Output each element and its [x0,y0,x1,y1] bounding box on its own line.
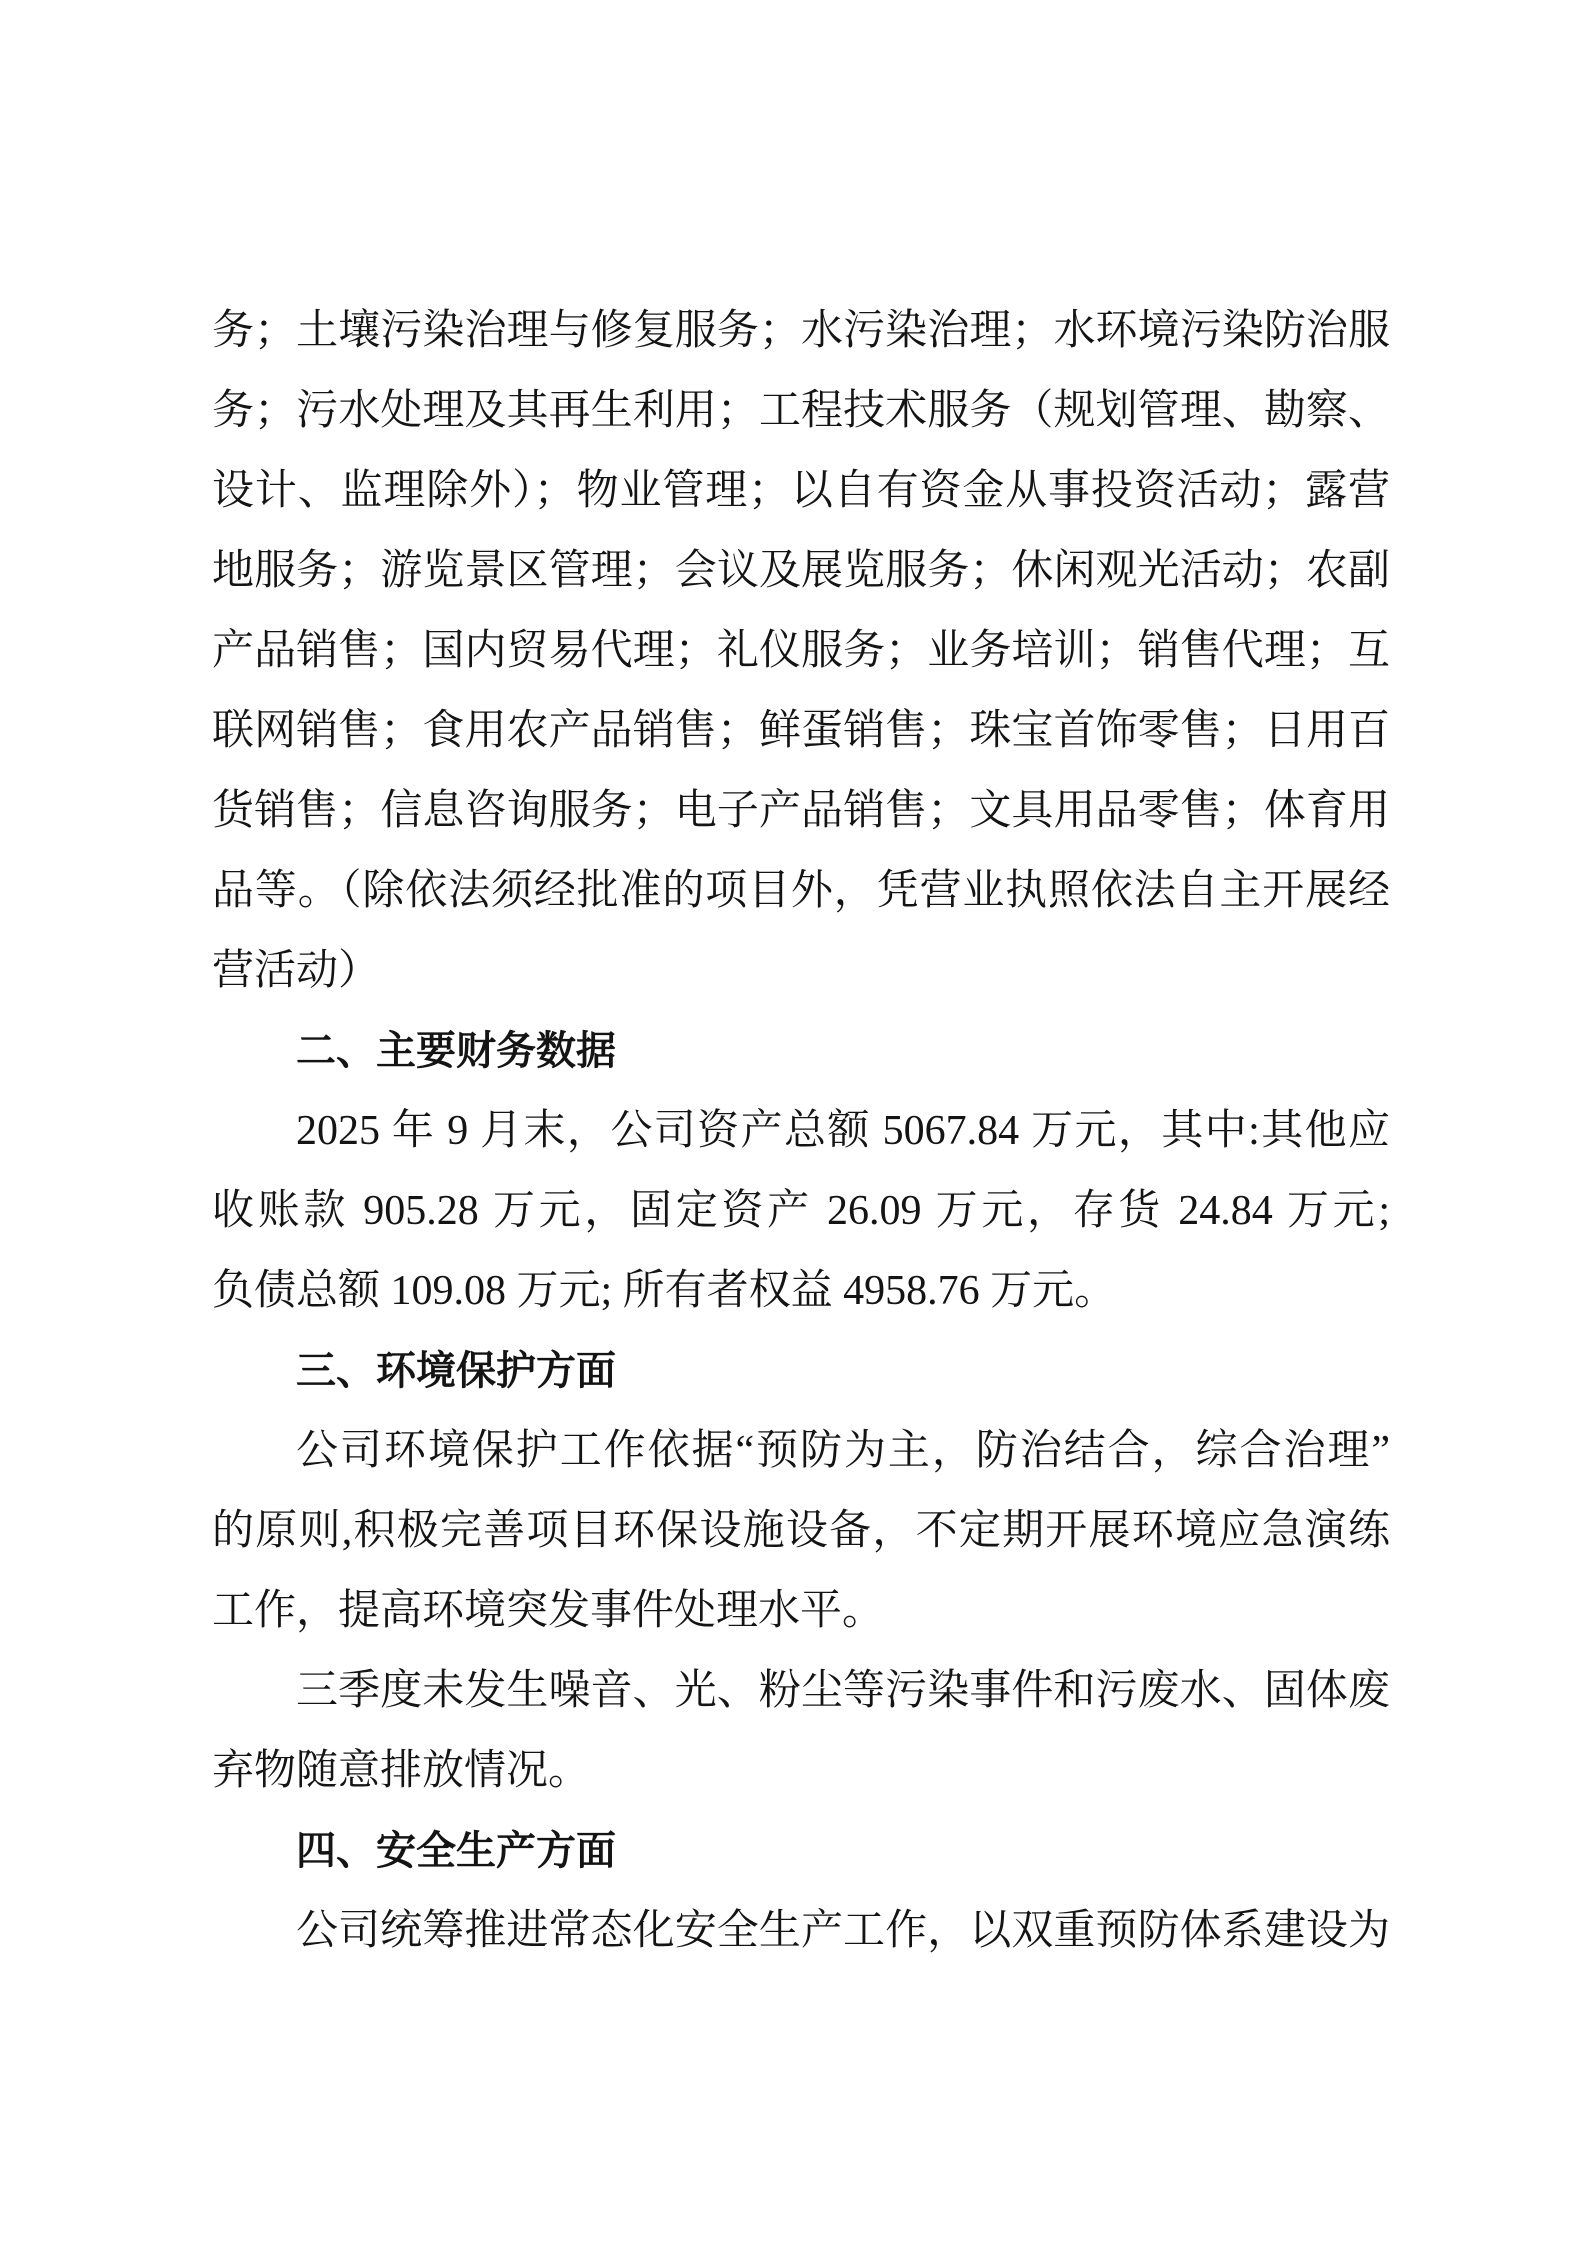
text-line: 务；污水处理及其再生利用；工程技术服务（规划管理、勘察、 [212,388,1390,434]
text-line: 弃物随意排放情况。 [212,1748,591,1794]
text-line: 公司环境保护工作依据“预防为主，防治结合，综合治理” [296,1428,1390,1474]
text-line: 设计、监理除外）；物业管理；以自有资金从事投资活动；露营 [212,468,1390,514]
section-heading: 二、主要财务数据 [296,1029,616,1073]
text-line: 地服务；游览景区管理；会议及展览服务；休闲观光活动；农副 [212,548,1390,594]
text-line: 公司统筹推进常态化安全生产工作，以双重预防体系建设为 [296,1908,1390,1954]
text-line: 的原则,积极完善项目环保设施设备，不定期开展环境应急演练 [212,1508,1390,1554]
section-heading: 四、安全生产方面 [296,1829,616,1873]
text-line: 货销售；信息咨询服务；电子产品销售；文具用品零售；体育用 [212,788,1390,834]
text-line: 收账款 905.28 万元，固定资产 26.09 万元，存货 24.84 万元; [212,1188,1390,1234]
document-body [212,291,1390,1971]
text-line: 品等。（除依法须经批准的项目外，凭营业执照依法自主开展经 [212,868,1390,914]
text-line: 营活动） [212,948,381,994]
text-line: 2025 年 9 月末，公司资产总额 5067.84 万元，其中:其他应 [296,1108,1390,1154]
text-line: 工作，提高环境突发事件处理水平。 [212,1588,885,1634]
section-heading: 三、环境保护方面 [296,1349,616,1393]
text-line: 三季度未发生噪音、光、粉尘等污染事件和污废水、固体废 [296,1668,1390,1714]
text-line: 负债总额 109.08 万元; 所有者权益 4958.76 万元。 [212,1268,1117,1314]
text-line: 务；土壤污染治理与修复服务；水污染治理；水环境污染防治服 [212,308,1390,354]
text-line: 产品销售；国内贸易代理；礼仪服务；业务培训；销售代理；互 [212,628,1390,674]
text-line: 联网销售；食用农产品销售；鲜蛋销售；珠宝首饰零售；日用百 [212,708,1390,754]
